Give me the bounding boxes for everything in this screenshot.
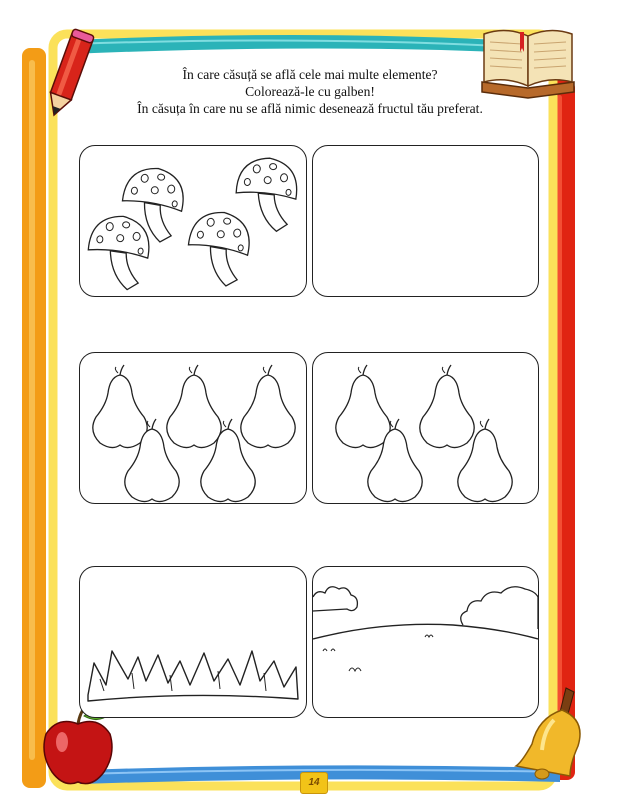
box-pears-5 bbox=[79, 352, 307, 504]
pear bbox=[241, 365, 295, 448]
box-landscape bbox=[312, 566, 539, 718]
mushroom bbox=[232, 155, 299, 233]
instruction-line-1: În care căsuță se află cele mai multe elemente? bbox=[182, 67, 438, 82]
mushroom bbox=[182, 207, 254, 288]
box-mushrooms bbox=[79, 145, 307, 297]
pear bbox=[167, 365, 221, 448]
instruction-line-3: În căsuța în care nu se află nimic desenează fructul tău preferat. bbox=[137, 101, 483, 116]
pear bbox=[420, 365, 474, 448]
box-pears-4 bbox=[312, 352, 539, 504]
bush-left bbox=[313, 587, 357, 611]
box-empty bbox=[312, 145, 539, 297]
pear bbox=[93, 365, 147, 448]
mushroom bbox=[83, 212, 153, 292]
instruction-line-2: Colorează-le cu galben! bbox=[245, 84, 375, 99]
box-grass bbox=[79, 566, 307, 718]
bush-right bbox=[461, 587, 538, 629]
pencil-icon bbox=[38, 24, 102, 124]
page-number: 14 bbox=[300, 772, 328, 794]
pear bbox=[336, 365, 390, 448]
instructions bbox=[100, 66, 520, 117]
grass-tuft bbox=[88, 651, 298, 701]
